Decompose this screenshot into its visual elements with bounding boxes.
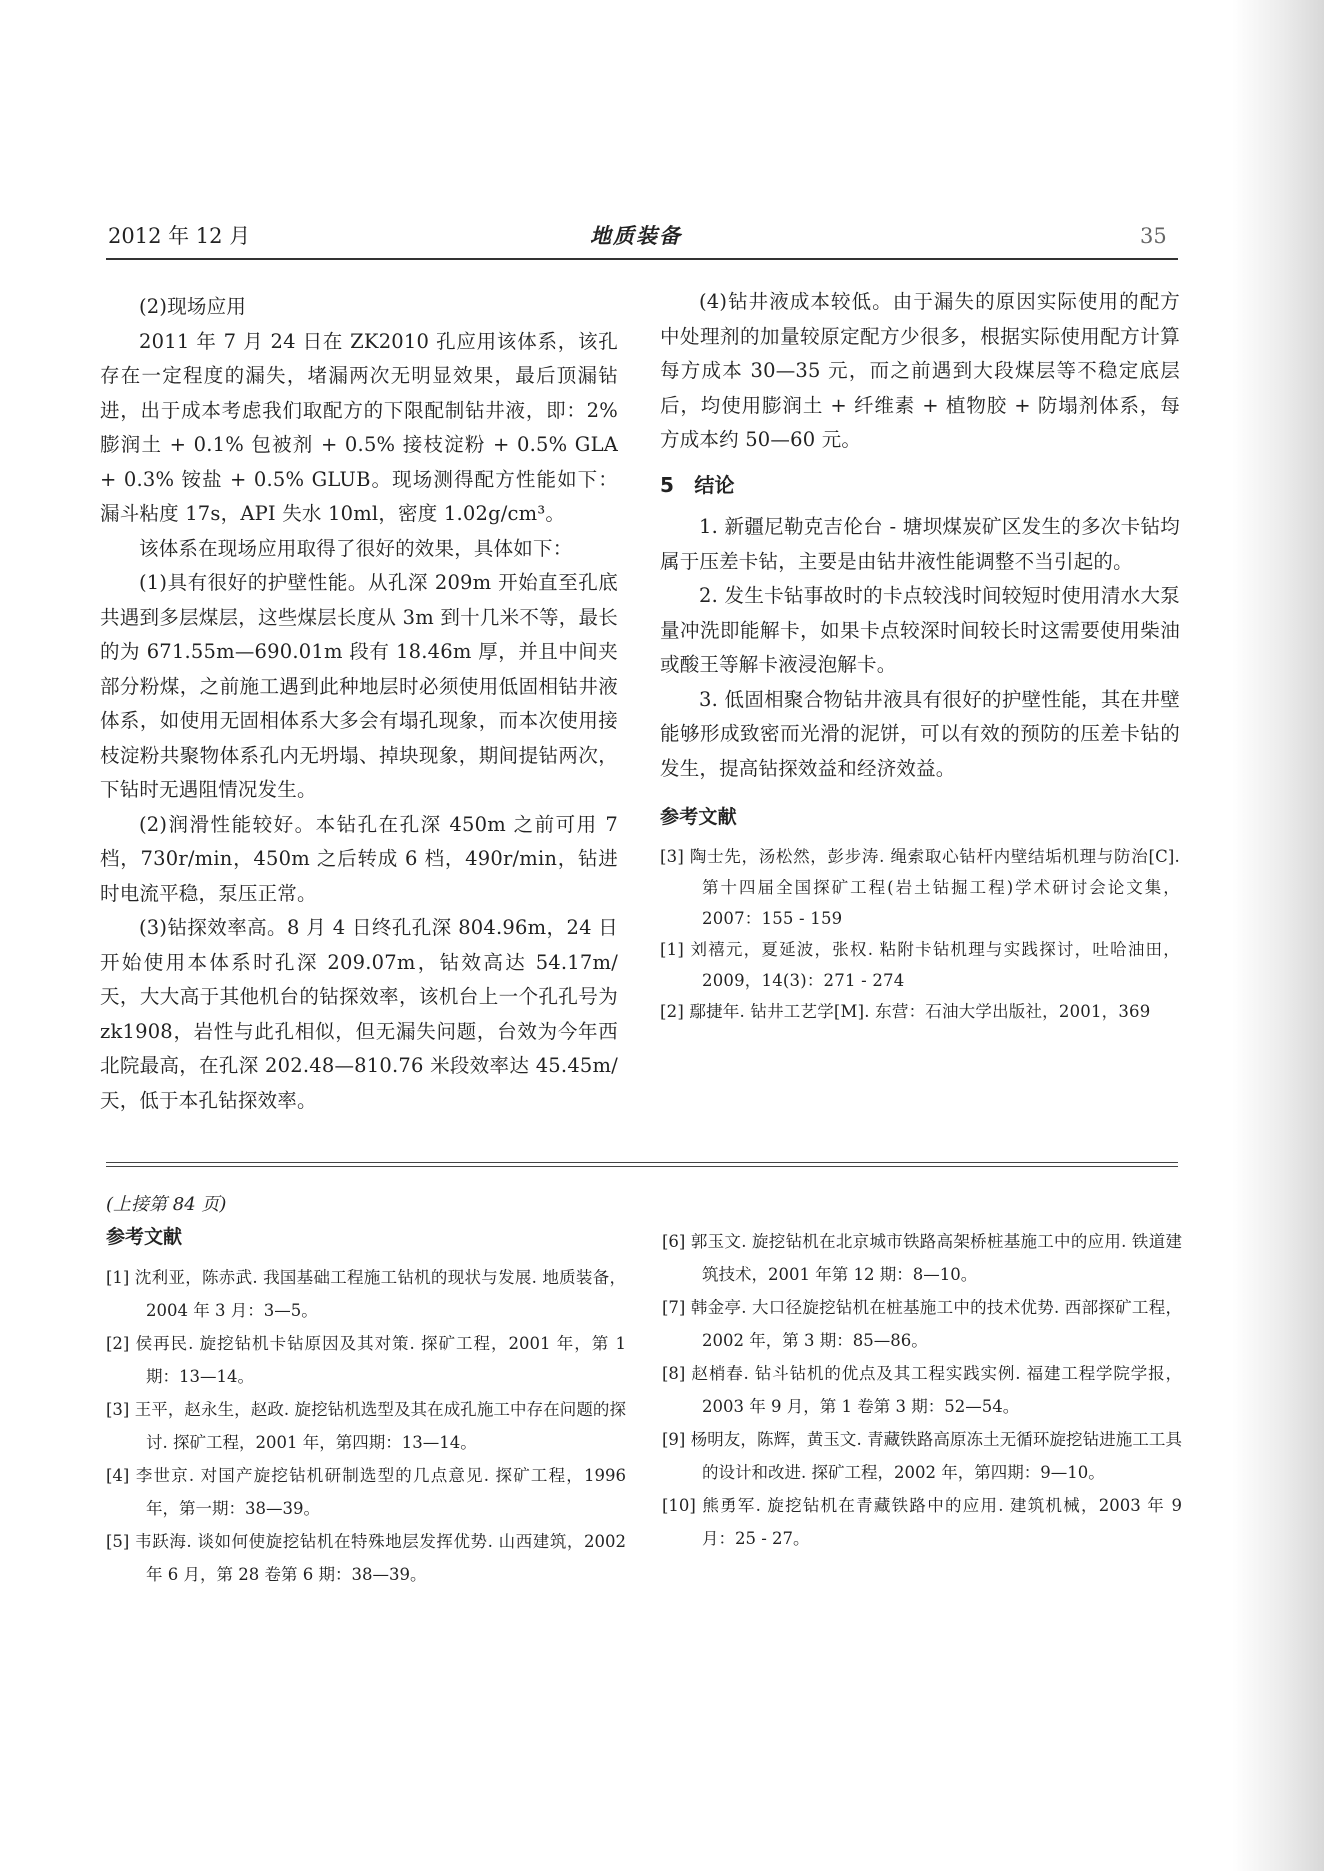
reference-item: [9] 杨明友，陈辉，黄玉文. 青藏铁路高原冻土无循环旋挖钻进施工工具的设计和改进. 探矿工程，2002 年，第四期：9—10。 [662, 1430, 1182, 1482]
conclusion-item: 1. 新疆尼勒克吉伦台 - 塘坝煤炭矿区发生的多次卡钻均属于压差卡钻，主要是由钻井液性能调整不当引起的。 [660, 515, 1180, 573]
reference-item: [3] 王平，赵永生，赵政. 旋挖钻机选型及其在成孔施工中存在问题的探讨. 探矿工程，2001 年，第四期：13—14。 [106, 1400, 626, 1452]
left-column [100, 290, 618, 1118]
conclusion-item: 2. 发生卡钻事故时的卡点较浅时间较短时使用清水大泵量冲洗即能解卡，如果卡点较深时间较长时这需要使用柴油或酸王等解卡液浸泡解卡。 [660, 584, 1180, 676]
left-para: (1)具有很好的护壁性能。从孔深 209m 开始直至孔底共遇到多层煤层，这些煤层长度从 3m 到十几米不等，最长的为 671.55m—690.01m 段有 18.46m 厚，并且中间夹部分粉煤，之前施工遇到此种地层时必须使用低固相钻井液体系，如使用无固相体系大多会有塌孔现象，而本次使用接枝淀粉共聚物体系孔内无坍塌、掉块现象，期间提钻两次，下钻时无遇阻情况发生。 [100, 571, 618, 801]
continued-note: (上接第 84 页) [106, 1194, 227, 1215]
reference-item: [6] 郭玉文. 旋挖钻机在北京城市铁路高架桥桩基施工中的应用. 铁道建筑技术，2001 年第 12 期：8—10。 [662, 1232, 1182, 1284]
conclusion-item: 3. 低固相聚合物钻井液具有很好的护壁性能，其在井壁能够形成致密而光滑的泥饼，可以有效的预防的压差卡钻的发生，提高钻探效益和经济效益。 [660, 687, 1180, 780]
left-para: (3)钻探效率高。8 月 4 日终孔孔深 804.96m，24 日开始使用本体系时孔深 209.07m，钻效高达 54.17m/天，大大高于其他机台的钻探效率，该机台上一个孔孔号为 zk1908，岩性与此孔相似，但无漏失问题，台效为今年西北院最高，在孔深 202.48—810.76 米段效率达 45.45m/天，低于本孔钻探效率。 [100, 916, 618, 1112]
cost-paragraph: (4)钻井液成本较低。由于漏失的原因实际使用的配方中处理剂的加量较原定配方少很多，根据实际使用配方计算每方成本 30—35 元，而之前遇到大段煤层等不稳定底层后，均使用膨润土 + 纤维素 + 植物胶 + 防塌剂体系，每方成本约 50—60 元。 [660, 290, 1180, 451]
right-column [660, 285, 1180, 1027]
bottom-right-column [662, 1225, 1182, 1555]
header-journal-title: 地质装备 [590, 224, 682, 248]
reference-item: [10] 熊勇军. 旋挖钻机在青藏铁路中的应用. 建筑机械，2003 年 9 月：25 - 27。 [662, 1496, 1182, 1548]
header-rule [106, 258, 1178, 260]
left-para: 2011 年 7 月 24 日在 ZK2010 孔应用该体系，该孔存在一定程度的漏失，堵漏两次无明显效果，最后顶漏钻进，出于成本考虑我们取配方的下限配制钻井液，即：2% 膨润土 + 0.1% 包被剂 + 0.5% 接枝淀粉 + 0.5% GLA + 0.3% 铵盐 + 0.5% GLUB。现场测得配方性能如下：漏斗粘度 17s，API 失水 10ml，密度 1.02g/cm³。 [100, 329, 618, 525]
left-para: (2)润滑性能较好。本钻孔在孔深 450m 之前可用 7 档，730r/min，450m 之后转成 6 档，490r/min，钻进时电流平稳，泵压正常。 [100, 812, 618, 905]
bottom-references-heading: 参考文献 [106, 1226, 183, 1248]
reference-item: [5] 韦跃海. 谈如何使旋挖钻机在特殊地层发挥优势. 山西建筑，2002 年 6 月，第 28 卷第 6 期：38—39。 [106, 1532, 626, 1584]
reference-item: [2] 侯再民. 旋挖钻机卡钻原因及其对策. 探矿工程，2001 年，第 1 期：13—14。 [106, 1334, 626, 1386]
reference-item: [1] 沈利亚，陈赤武. 我国基础工程施工钻机的现状与发展. 地质装备，2004 年 3 月：3—5。 [106, 1268, 626, 1320]
header-date: 2012 年 12 月 [108, 224, 251, 248]
reference-item: [8] 赵梢春. 钻斗钻机的优点及其工程实践实例. 福建工程学院学报，2003 年 9 月，第 1 卷第 3 期：52—54。 [662, 1364, 1182, 1416]
header-page-number: 35 [1140, 224, 1167, 248]
scan-edge-shadow [1232, 0, 1324, 1871]
reference-item: [4] 李世京. 对国产旋挖钻机研制选型的几点意见. 探矿工程，1996 年，第一期：38—39。 [106, 1466, 626, 1518]
references-heading: 参考文献 [660, 806, 737, 828]
reference-item: [7] 韩金亭. 大口径旋挖钻机在桩基施工中的技术优势. 西部探矿工程，2002 年，第 3 期：85—86。 [662, 1298, 1182, 1350]
reference-item: [2] 鄢捷年. 钻井工艺学[M]. 东营：石油大学出版社，2001，369 [660, 1001, 1151, 1021]
section-title-conclusion: 5 结论 [660, 472, 735, 497]
left-para: (2)现场应用 [139, 295, 247, 318]
section-separator [106, 1166, 1178, 1167]
section-separator [106, 1162, 1178, 1163]
bottom-left-column [106, 1190, 626, 1591]
left-para: 该体系在现场应用取得了很好的效果，具体如下： [139, 536, 573, 560]
reference-item: [3] 陶士先，汤松然，彭步涛. 绳索取心钻杆内壁结垢机理与防治[C]. 第十四届全国探矿工程(岩土钻掘工程)学术研讨会论文集，2007：155 - 159 [660, 846, 1180, 928]
reference-item: [1] 刘禧元，夏延波，张权. 粘附卡钻机理与实践探讨，吐哈油田，2009，14(3)：271 - 274 [660, 939, 1180, 990]
